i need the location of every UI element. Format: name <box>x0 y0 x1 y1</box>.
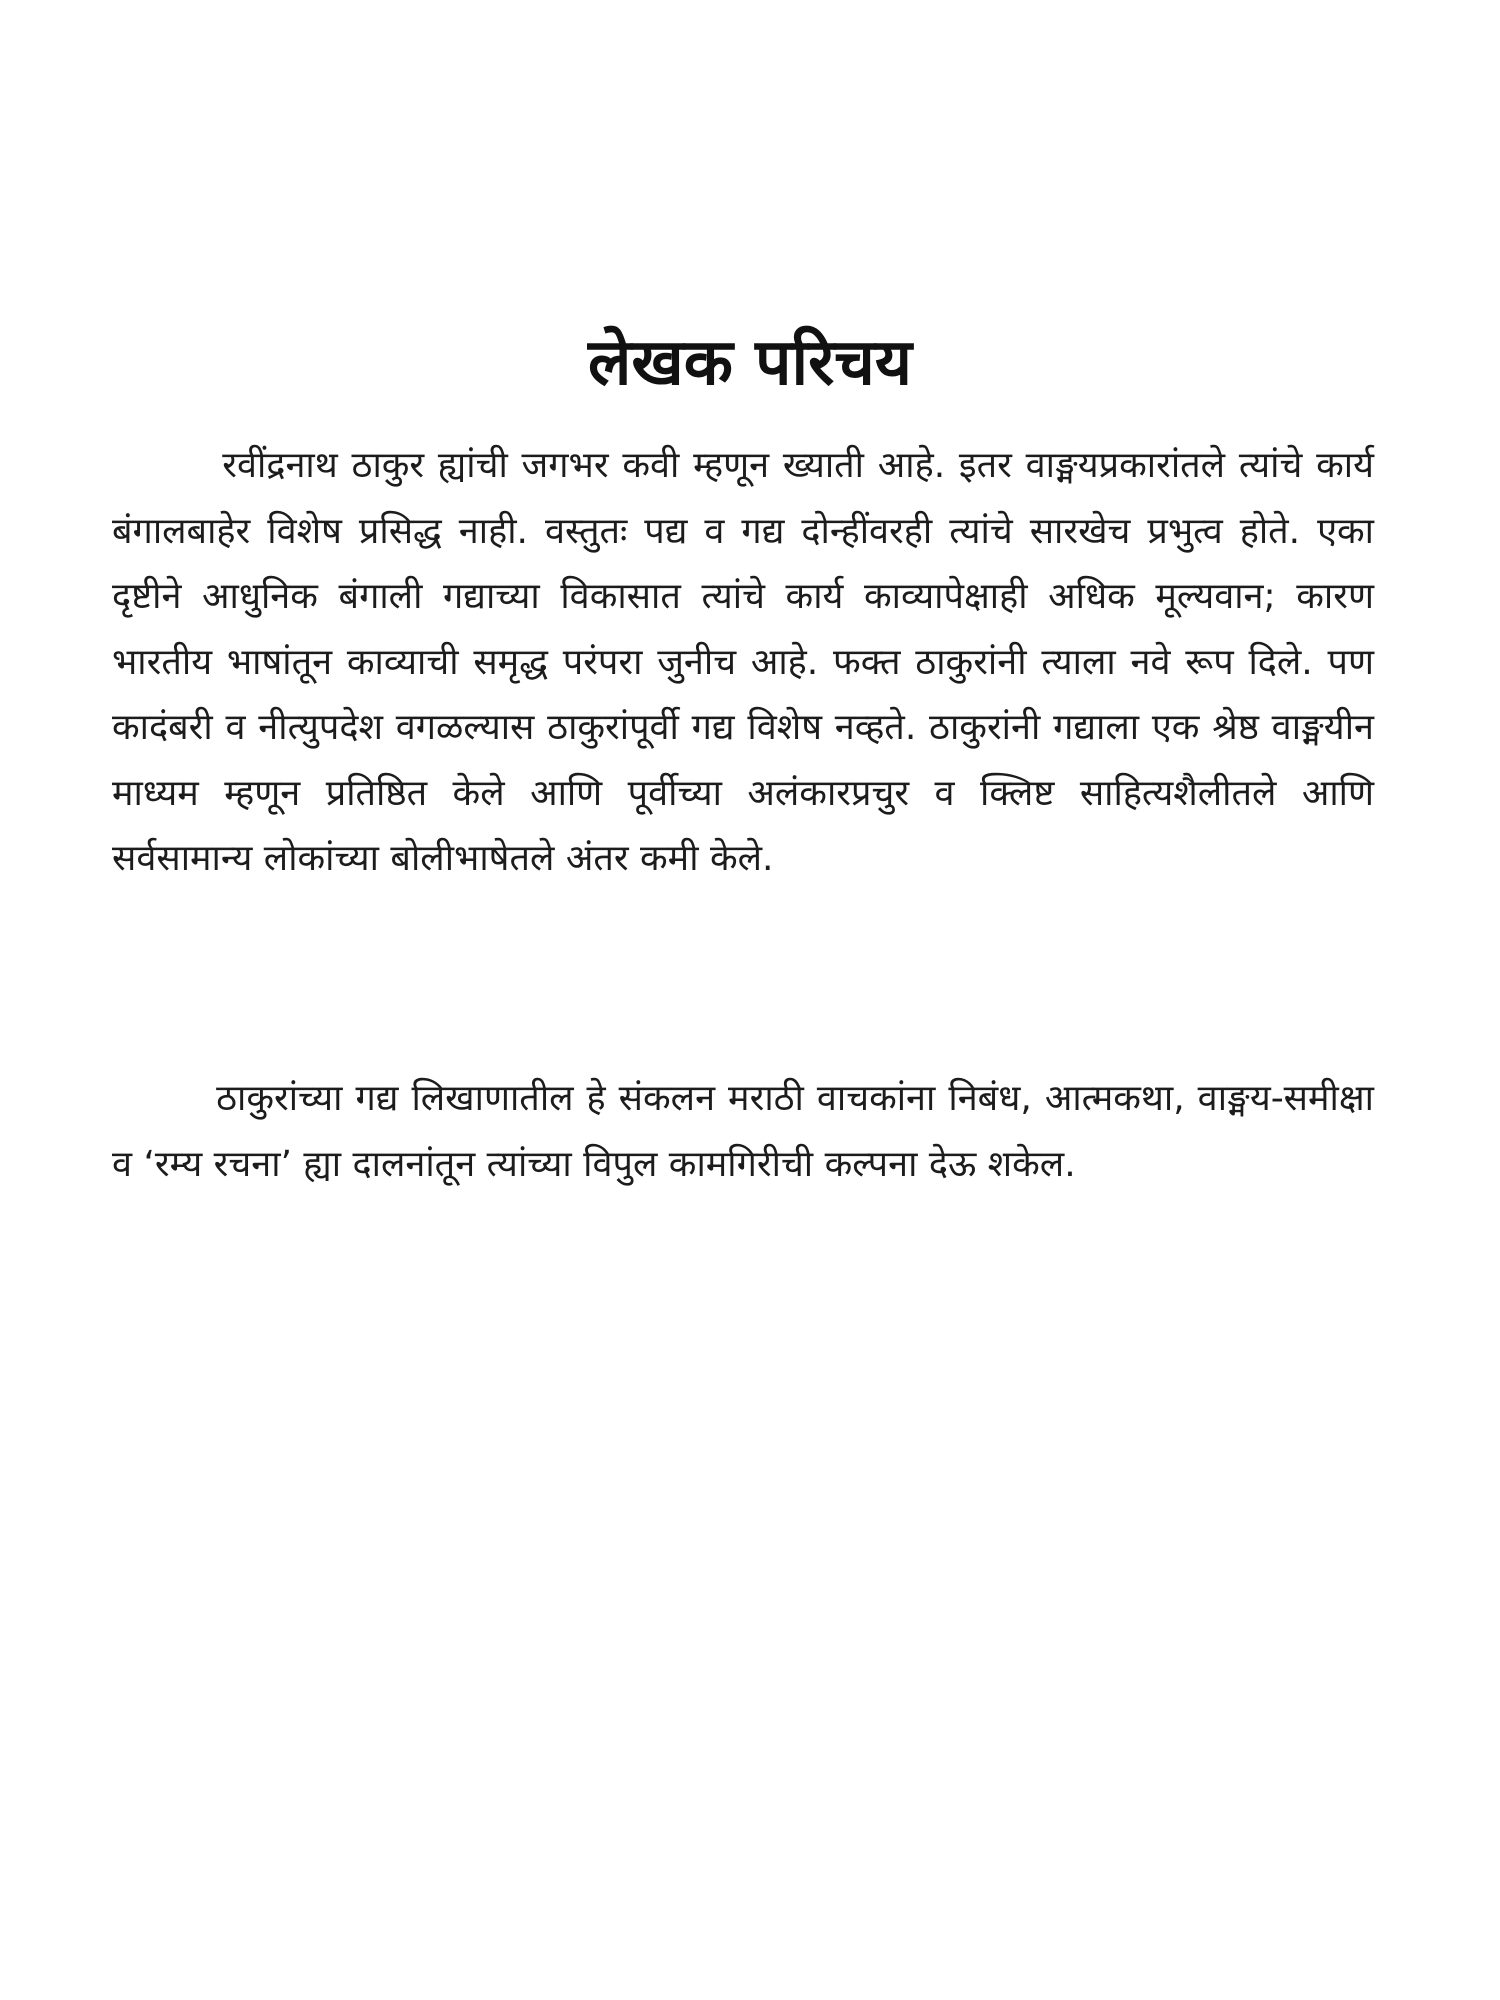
page-title: लेखक परिचय <box>587 326 913 400</box>
paragraph-intro: रवींद्रनाथ ठाकुर ह्यांची जगभर कवी म्हणून ख्याती आहे. इतर वाङ्मयप्रकारांतले त्यांचे कार्य बंगालबाहेर विशेष प्रसिद्ध नाही. वस्तुतः पद्य व गद्य दोन्हींवरही त्यांचे सारखेच प्रभुत्व होते. एका दृष्टीने आधुनिक बंगाली गद्याच्या विकासात त्यांचे कार्य काव्यापेक्षाही अधिक मूल्यवान; कारण भारतीय भाषांतून काव्याची समृद्ध परंपरा जुनीच आहे. फक्त ठाकुरांनी त्याला नवे रूप दिले. पण कादंबरी व नीत्युपदेश वगळल्यास ठाकुरांपूर्वी गद्य विशेष नव्हते. ठाकुरांनी गद्याला एक श्रेष्ठ वाङ्मयीन माध्यम म्हणून प्रतिष्ठित केले आणि पूर्वीच्या अलंकारप्रचुर व क्लिष्ट साहित्यशैलीतले आणि सर्वसामान्य लोकांच्या बोलीभाषेतले अंतर कमी केले. <box>112 445 1386 879</box>
paragraph-collection: ठाकुरांच्या गद्य लिखाणातील हे संकलन मराठी वाचकांना निबंध, आत्मकथा, वाङ्मय-समीक्षा व ‘रम्य रचना’ ह्या दालनांतून त्यांच्या विपुल कामगिरीची कल्पना देऊ शकेल. <box>112 1078 1386 1185</box>
